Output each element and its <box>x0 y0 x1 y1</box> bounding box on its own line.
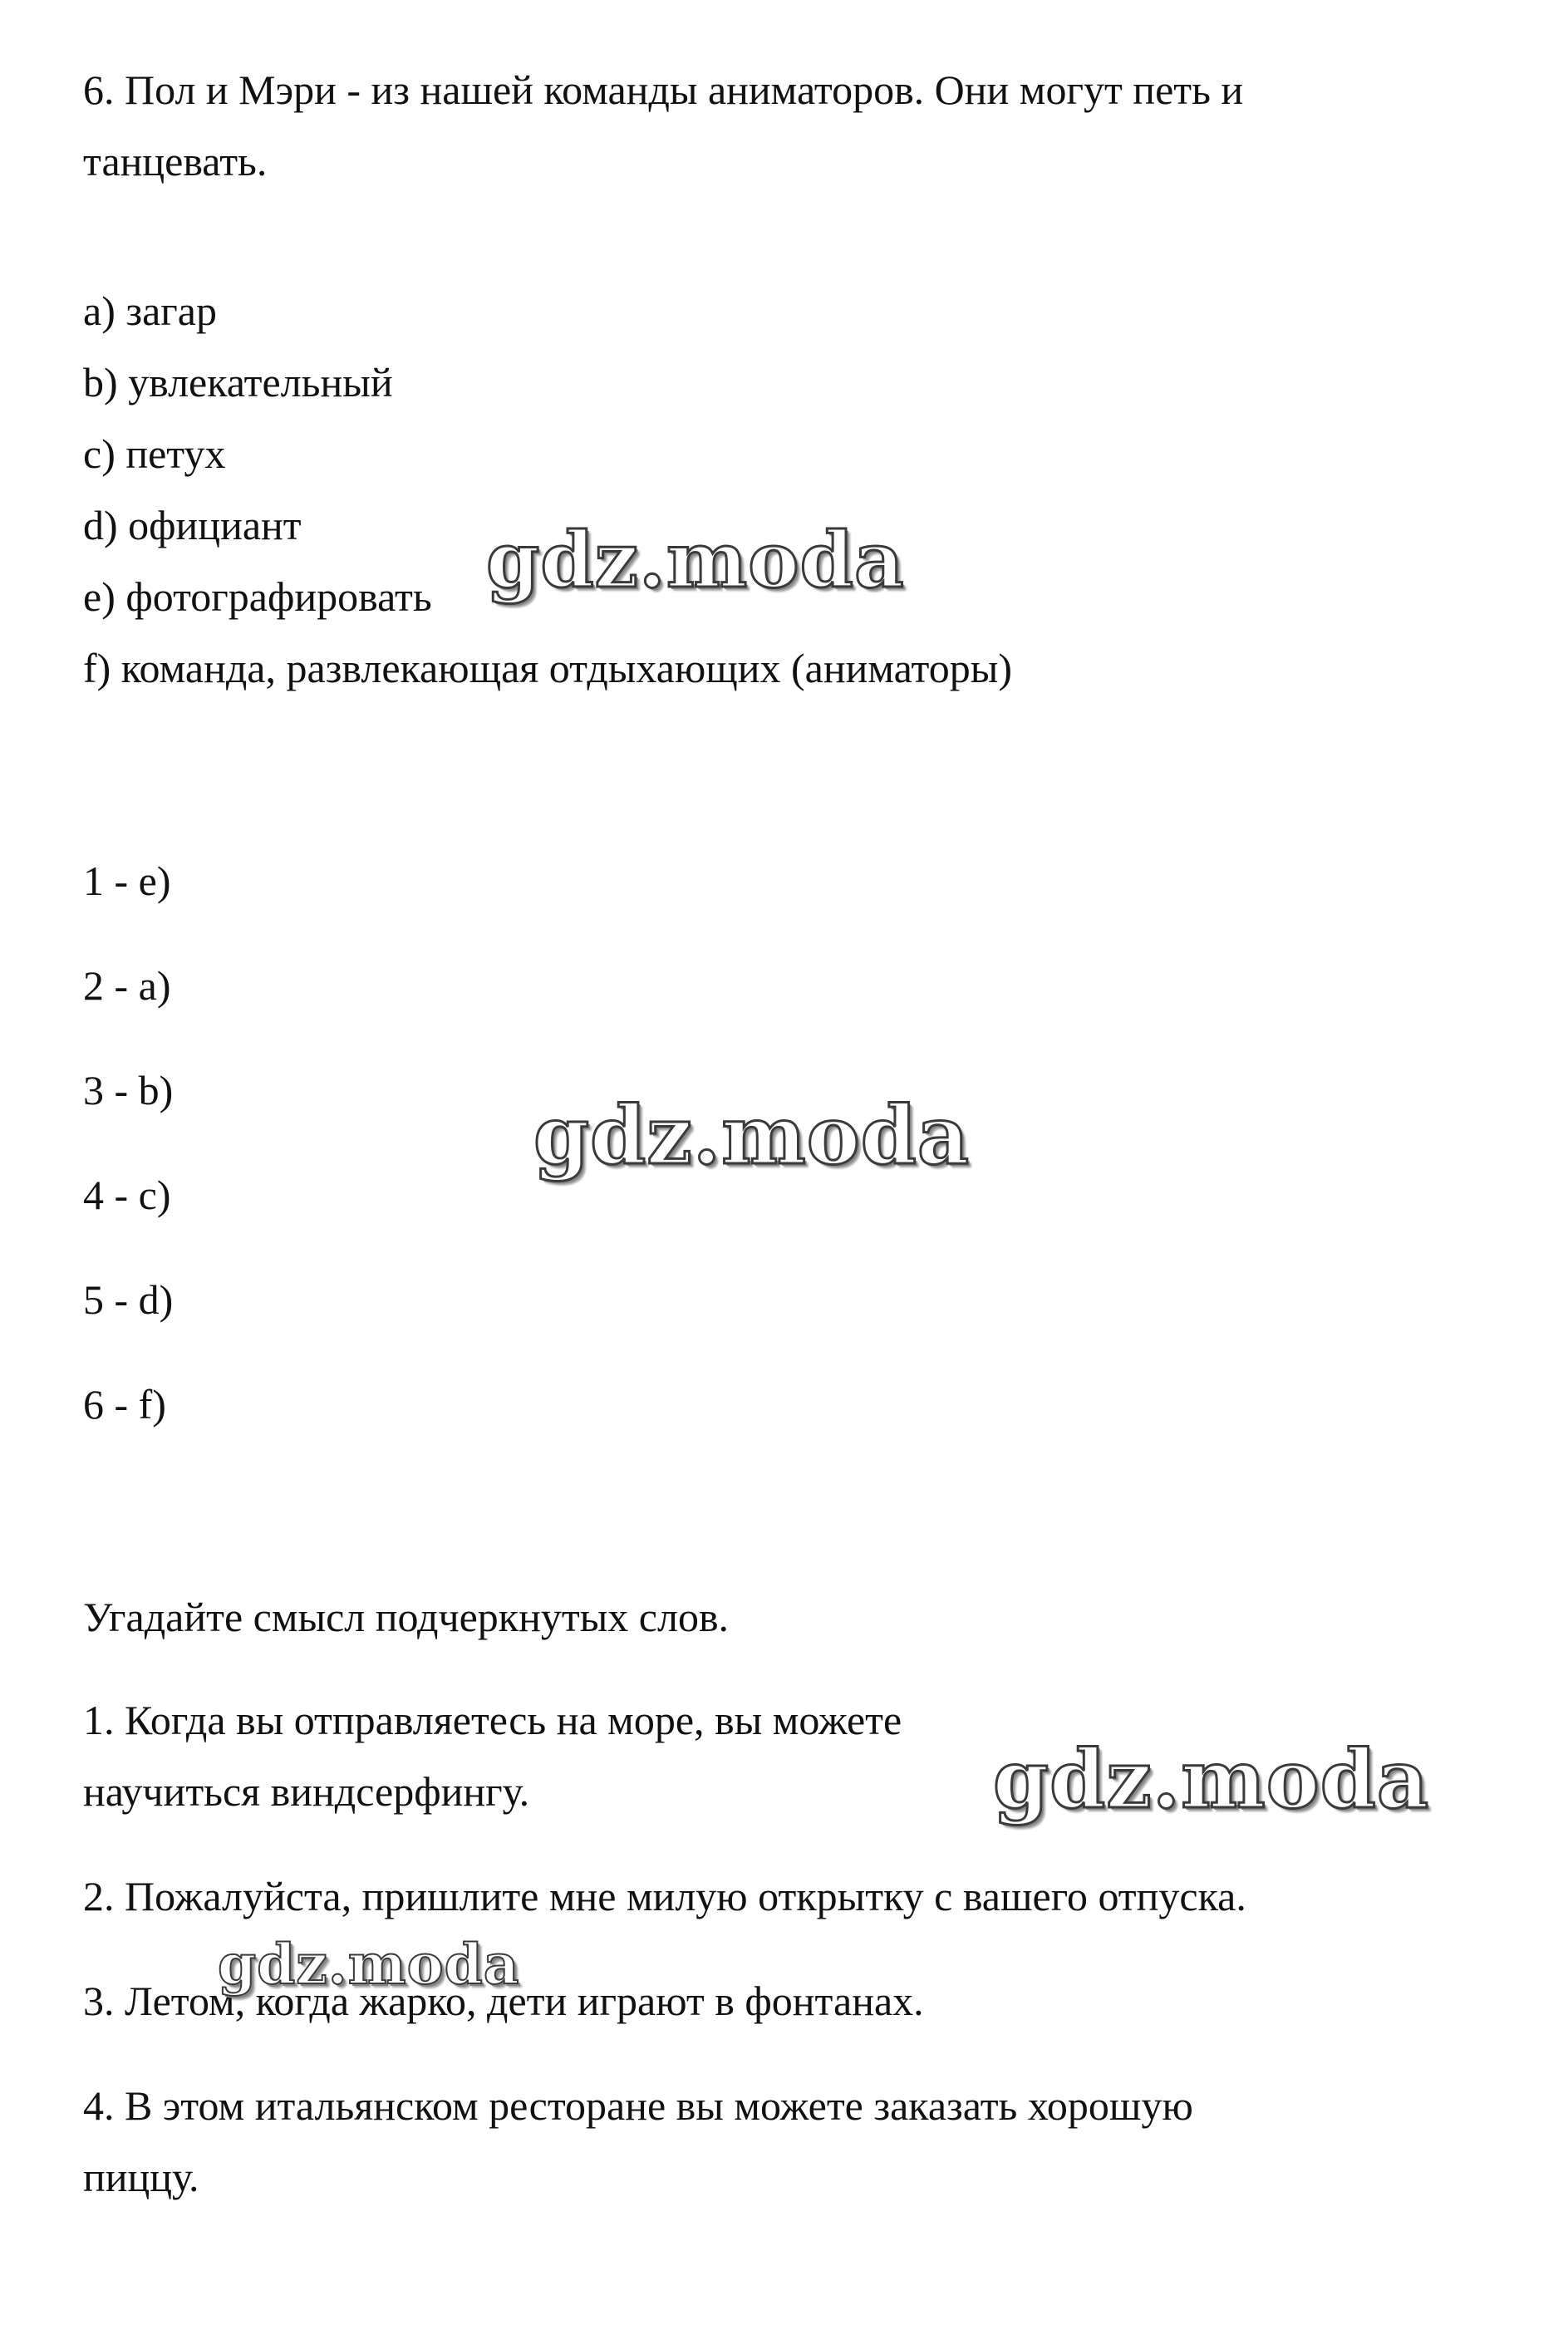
sentence-1-line-2: научиться виндсерфингу. <box>83 1768 530 1815</box>
answer-4: 4 - c) <box>83 1172 171 1218</box>
option-b: b) увлекательный <box>83 359 393 405</box>
intro-line-2: танцевать. <box>83 138 268 184</box>
option-d: d) официант <box>83 502 302 548</box>
option-f: f) команда, развлекающая отдыхающих (аниматоры) <box>83 645 1012 691</box>
task-title: Угадайте смысл подчеркнутых слов. <box>83 1594 730 1640</box>
answer-6: 6 - f) <box>83 1381 166 1428</box>
sentence-3: 3. Летом, когда жарко, дети играют в фонтанах. <box>83 1978 924 2024</box>
watermark-logo: gdz.moda <box>993 1732 1430 1826</box>
intro-line-1: 6. Пол и Мэри - из нашей команды аниматоров. Они могут петь и <box>83 66 1244 113</box>
sentence-1-line-1: 1. Когда вы отправляетесь на море, вы можете <box>83 1697 902 1743</box>
watermark-logo: gdz.moda <box>486 515 905 605</box>
sentence-4-line-2: пиццу. <box>83 2154 199 2200</box>
sentence-4-line-1: 4. В этом итальянском ресторане вы можете заказать хорошую <box>83 2082 1193 2129</box>
answer-2: 2 - a) <box>83 962 171 1009</box>
option-e: e) фотографировать <box>83 573 432 620</box>
answer-1: 1 - e) <box>83 858 171 904</box>
sentence-2: 2. Пожалуйста, пришлите мне милую открытку с вашего отпуска. <box>83 1873 1246 1919</box>
option-a: a) загар <box>83 287 217 334</box>
watermark-logo: gdz.moda <box>218 1932 520 1997</box>
option-c: c) петух <box>83 430 226 477</box>
watermark-logo: gdz.moda <box>533 1089 971 1182</box>
answer-5: 5 - d) <box>83 1276 174 1323</box>
answer-3: 3 - b) <box>83 1067 174 1113</box>
